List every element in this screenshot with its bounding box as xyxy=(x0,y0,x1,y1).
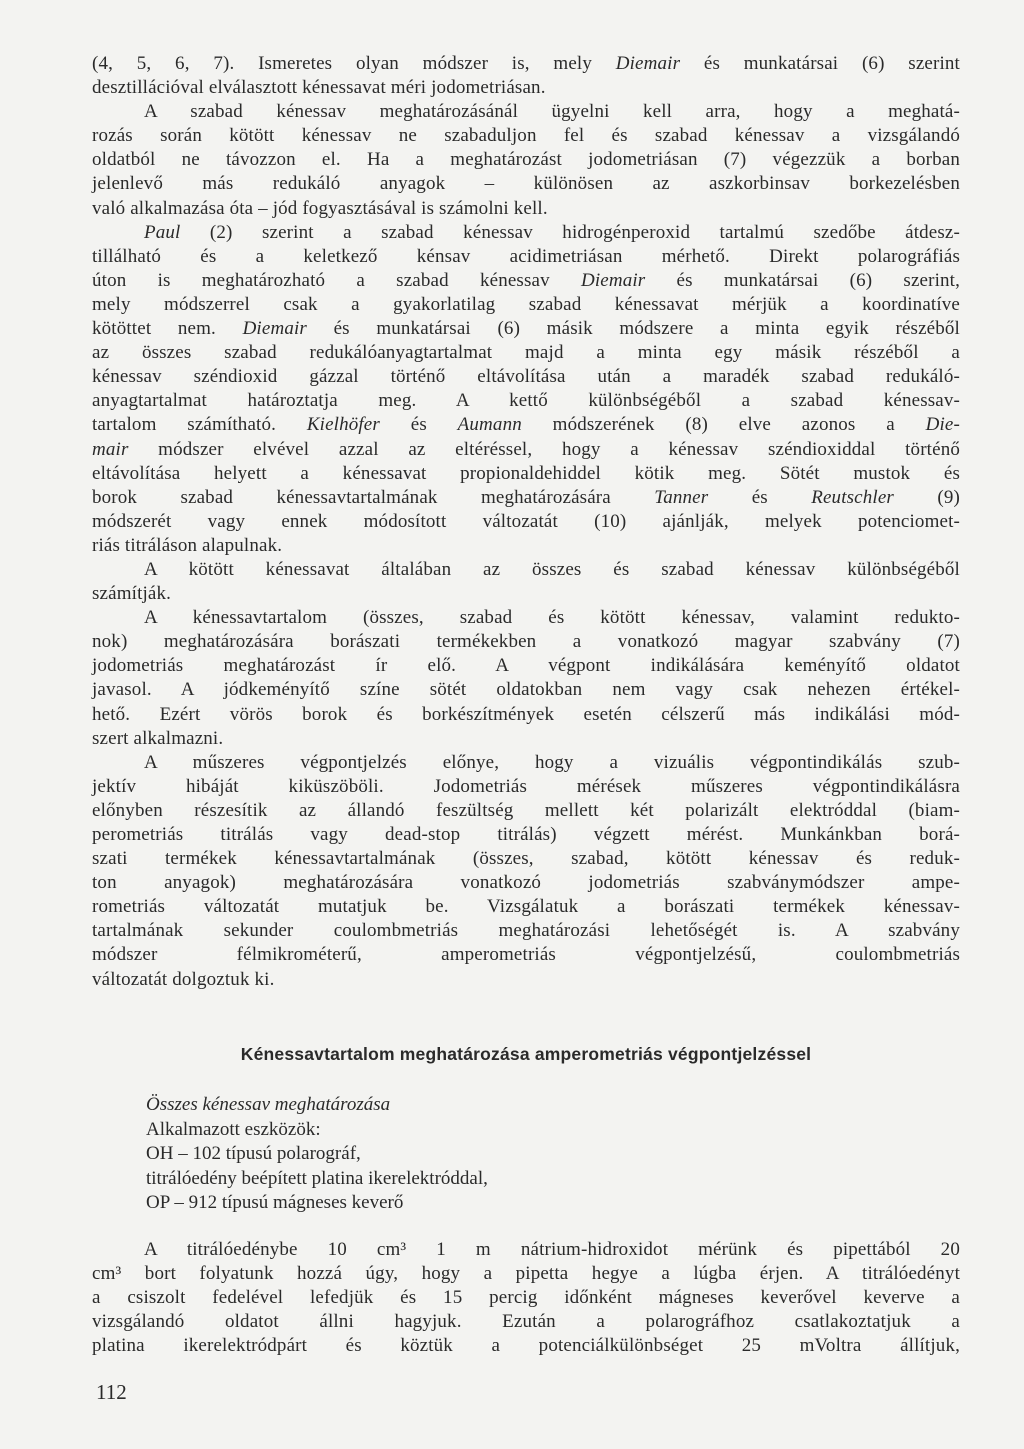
text-line xyxy=(92,582,960,606)
text-segment: anyagtartalmat határoztatja meg. A kettő különbségéből a szabad kénessav- xyxy=(92,390,960,412)
text-line xyxy=(92,775,960,799)
section-heading: Kénessavtartalom meghatározása amperometriás végpontjelzéssel xyxy=(240,1044,812,1064)
italic-name: Die- xyxy=(925,414,960,436)
text-line xyxy=(92,293,960,317)
materials-line: titrálóedény beépített platina ikerelektróddal, xyxy=(146,1167,488,1189)
procedure-text xyxy=(92,1238,960,1358)
text-line xyxy=(92,365,960,389)
text-segment: riás titráláson alapulnak. xyxy=(92,534,283,556)
text-segment: A kénessavtartalom (összes, szabad és kötött kénessav, valamint redukto- xyxy=(144,607,960,629)
text-segment: eltávolítása helyett a kénessavat propionaldehiddel kötik meg. Sötét mustok és xyxy=(92,462,960,484)
body-text xyxy=(92,52,960,992)
text-segment: módszer félmikrométerű, amperometriás végpontjelzésű, coulombmetriás xyxy=(92,944,960,966)
text-segment: tartalom számítható. xyxy=(92,414,307,436)
materials-block xyxy=(146,1093,960,1216)
text-segment: kötöttet nem. xyxy=(92,318,243,340)
text-line xyxy=(92,534,960,558)
text-line xyxy=(92,438,960,462)
text-line xyxy=(92,919,960,943)
text-line xyxy=(92,148,960,172)
text-segment: (9) xyxy=(893,486,960,508)
text-segment: borok szabad kénessavtartalmának meghatározására xyxy=(92,486,655,508)
text-line xyxy=(92,654,960,678)
italic-name: Aumann xyxy=(457,414,522,436)
text-segment: az összes szabad redukálóanyagtartalmat majd a minta egy másik részéből a xyxy=(92,342,960,364)
text-segment: és xyxy=(379,414,458,436)
italic-name: Kielhöfer xyxy=(306,414,380,436)
text-line xyxy=(92,1286,960,1310)
text-line xyxy=(92,1262,960,1286)
text-segment: vizsgálandó oldatot állni hagyjuk. Ezután a polarográfhoz csatlakoztatjuk a xyxy=(92,1311,960,1333)
text-line xyxy=(92,462,960,486)
text-segment: való alkalmazása óta – jód fogyasztásával is számolni kell. xyxy=(92,197,548,219)
text-line xyxy=(92,124,960,148)
text-segment: desztillációval elválasztott kénessavat méri jodometriásan. xyxy=(92,77,546,99)
text-segment: módszer elvével azzal az eltéréssel, hogy a kénessav széndioxiddal történő xyxy=(128,438,960,460)
text-line xyxy=(92,943,960,967)
text-line xyxy=(92,703,960,727)
text-line xyxy=(92,678,960,702)
page-number: 112 xyxy=(96,1380,127,1404)
text-segment: ton anyagok) meghatározására vonatkozó jodometriás szabványmódszer ampe- xyxy=(92,872,960,894)
text-line xyxy=(92,486,960,510)
italic-name: Reutschler xyxy=(811,486,894,508)
text-line xyxy=(92,1310,960,1334)
text-segment: a csiszolt fedelével lefedjük és 15 percig időnként mágneses keverővel keverve a xyxy=(92,1287,960,1309)
text-segment: hető. Ezért vörös borok és borkészítmények esetén célszerű más indikálási mód- xyxy=(92,703,960,725)
materials-title-text: Összes kénessav meghatározása xyxy=(146,1094,391,1115)
text-line xyxy=(92,100,960,124)
text-segment: nok) meghatározására borászati termékekben a vonatkozó magyar szabvány (7) xyxy=(92,631,960,653)
text-line xyxy=(92,76,960,100)
text-segment: és xyxy=(708,486,812,508)
text-segment: A kötött kénessavat általában az összes és szabad kénessav különbségéből xyxy=(144,558,960,580)
text-segment: A műszeres végpontjelzés előnye, hogy a vizuális végpontindikálás szub- xyxy=(144,751,960,773)
text-line xyxy=(92,245,960,269)
text-segment: módszerének (8) elve azonos a xyxy=(521,414,926,436)
text-segment: és munkatársai (6) szerint xyxy=(680,53,960,74)
materials-line: Alkalmazott eszközök: xyxy=(146,1118,321,1140)
text-line xyxy=(92,341,960,365)
text-segment: kénessav széndioxid gázzal történő eltávolítása után a maradék szabad redukáló- xyxy=(92,366,960,388)
text-line xyxy=(92,1334,960,1358)
text-segment: előnyben részesítik az állandó feszültség mellett két polarizált elektróddal (biam- xyxy=(92,799,960,821)
text-line xyxy=(92,221,960,245)
text-segment: jelenlevő más redukáló anyagok – különösen az aszkorbinsav borkezelésben xyxy=(92,173,960,195)
text-segment: jodometriás meghatározást ír elő. A végpont indikálására keményítő oldatot xyxy=(92,655,960,677)
body-paragraphs xyxy=(92,52,960,992)
text-line xyxy=(92,847,960,871)
text-line xyxy=(92,269,960,293)
text-line xyxy=(92,389,960,413)
materials-title xyxy=(146,1093,960,1118)
text-segment: módszerét vagy ennek módosított változatát (10) ajánlják, melyek potenciomet- xyxy=(92,510,960,532)
materials-line: OH – 102 típusú polarográf, xyxy=(146,1143,361,1164)
text-line xyxy=(92,630,960,654)
text-segment: (2) szerint a szabad kénessav hidrogénperoxid tartalmú szedőbe átdesz- xyxy=(180,221,960,243)
text-line xyxy=(92,823,960,847)
text-segment: cm³ bort folyatunk hozzá úgy, hogy a pipetta hegye a lúgba érjen. A titrálóedényt xyxy=(92,1263,960,1285)
text-segment: és munkatársai (6) szerint, xyxy=(645,269,960,291)
text-line xyxy=(92,1238,960,1262)
text-segment: számítják. xyxy=(92,583,172,605)
text-segment: oldatból ne távozzon el. Ha a meghatározást jodometriásan (7) végezzük a borban xyxy=(92,149,960,171)
text-segment: perometriás titrálás vagy dead-stop titrálás) végzett mérést. Munkánkban borá- xyxy=(92,824,960,845)
text-line xyxy=(92,413,960,437)
text-line xyxy=(92,871,960,895)
italic-name: Diemair xyxy=(615,53,681,74)
text-line xyxy=(92,799,960,823)
text-segment: rometriás változatát mutatjuk be. Vizsgálatuk a borászati termékek kénessav- xyxy=(92,896,960,918)
italic-name: Diemair xyxy=(580,269,646,291)
text-segment: úton is meghatározható a szabad kénessav xyxy=(92,269,581,291)
text-segment: javasol. A jódkeményítő színe sötét oldatokban nem vagy csak nehezen értékel- xyxy=(92,679,960,701)
text-line xyxy=(92,558,960,582)
materials-line: OP – 912 típusú mágneses keverő xyxy=(146,1192,404,1213)
text-segment: rozás során kötött kénessav ne szabaduljon fel és szabad kénessav a vizsgálandó xyxy=(92,125,960,147)
text-segment: jektív hibáját kiküszöböli. Jodometriás mérések műszeres végpontindikálásra xyxy=(92,775,960,797)
text-segment: A titrálóedénybe 10 cm³ 1 m nátrium-hidroxidot mérünk és pipettából 20 xyxy=(144,1239,960,1260)
text-line xyxy=(92,510,960,534)
italic-name: mair xyxy=(92,438,129,460)
italic-name: Diemair xyxy=(242,318,307,340)
text-segment: A szabad kénessav meghatározásánál ügyelni kell arra, hogy a meghatá- xyxy=(144,101,960,123)
procedure-paragraph xyxy=(92,1238,960,1358)
text-segment: mely módszerrel csak a gyakorlatilag szabad kénessavat mérjük a koordinatíve xyxy=(92,293,960,315)
text-line xyxy=(92,172,960,196)
text-line xyxy=(92,197,960,221)
text-line xyxy=(92,895,960,919)
text-segment: változatát dolgoztuk ki. xyxy=(92,968,275,990)
text-line xyxy=(92,968,960,992)
text-line xyxy=(92,751,960,775)
text-segment: szert alkalmazni. xyxy=(92,727,224,749)
text-segment: és munkatársai (6) másik módszere a minta egyik részéből xyxy=(306,318,960,340)
italic-name: Paul xyxy=(144,221,181,243)
text-line xyxy=(92,727,960,751)
text-line xyxy=(92,606,960,630)
text-segment: tartalmának sekunder coulombmetriás meghatározási lehetőségét is. A szabvány xyxy=(92,920,960,942)
text-line xyxy=(92,317,960,341)
text-segment: platina ikerelektródpárt és köztük a potenciálkülönbséget 25 mVoltra állítjuk, xyxy=(92,1335,960,1357)
text-segment: (4, 5, 6, 7). Ismeretes olyan módszer is, mely xyxy=(92,53,616,74)
text-segment: tillálható és a keletkező kénsav acidimetriásan mérhető. Direkt polarográfiás xyxy=(92,245,960,267)
text-line xyxy=(92,52,960,76)
text-segment: szati termékek kénessavtartalmának (összes, szabad, kötött kénessav és reduk- xyxy=(92,848,960,870)
italic-name: Tanner xyxy=(654,486,709,508)
